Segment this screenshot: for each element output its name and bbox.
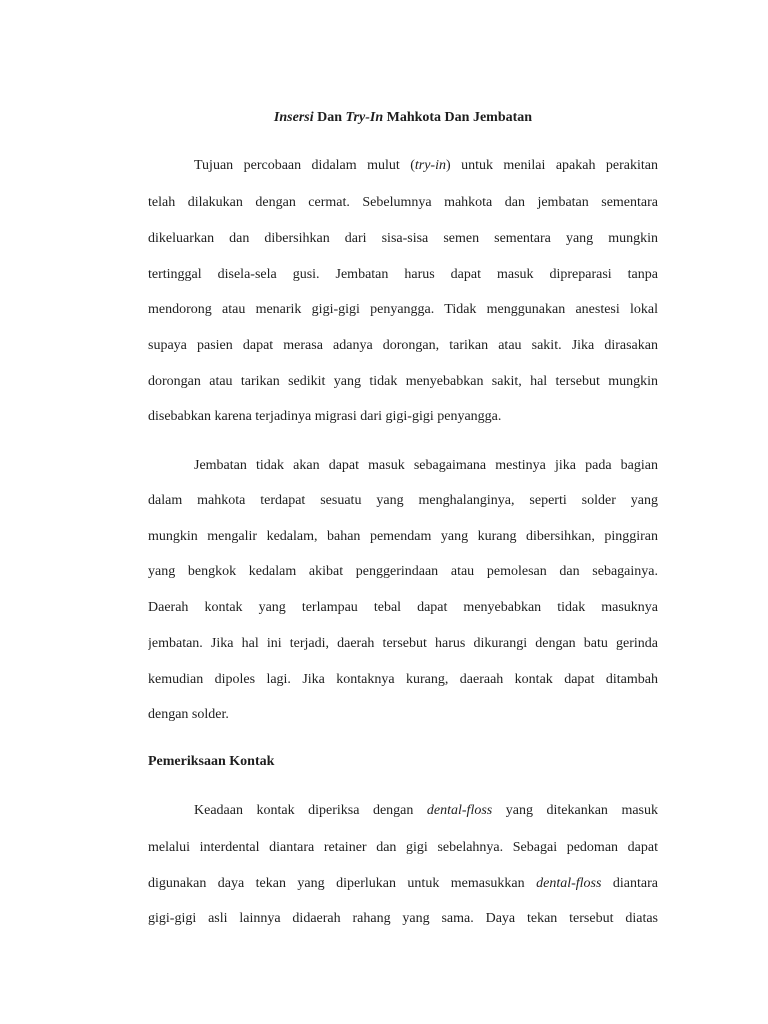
paragraph2-line6: jembatan. Jika hal ini terjadi, daerah tersebut harus dikurangi dengan batu gerinda [148,636,658,651]
p1-l1-italic: try-in [414,158,446,173]
paragraph3-line3 [148,874,658,894]
paragraph1-line3: dikeluarkan dan dibersihkan dari sisa-sisa semen sementara yang mungkin [148,231,658,246]
paragraph2-line3: mungkin mengalir kedalam, bahan pemendam yang kurang dibersihkan, pinggiran [148,529,658,544]
paragraph2-line8: dengan solder. [148,707,229,722]
section-heading: Pemeriksaan Kontak [148,754,275,769]
paragraph1-line6: supaya pasien dapat merasa adanya dorongan, tarikan atau sakit. Jika dirasakan [148,338,658,353]
title-text-rest: Mahkota Dan Jembatan [383,110,533,125]
paragraph1-line7: dorongan atau tarikan sedikit yang tidak menyebabkan sakit, hal tersebut mungkin [148,374,658,389]
document-title [0,108,768,128]
paragraph1-line4: tertinggal disela-sela gusi. Jembatan harus dapat masuk dipreparasi tanpa [148,267,658,282]
paragraph2-line2: dalam mahkota terdapat sesuatu yang menghalanginya, seperti solder yang [148,493,658,508]
p3-l3-italic: dental-floss [536,876,602,891]
paragraph1-line8: disebabkan karena terjadinya migrasi dari gigi-gigi penyangga. [148,409,502,424]
paragraph3-line2: melalui interdental diantara retainer dan gigi sebelahnya. Sebagai pedoman dapat [148,840,658,855]
p1-l1-end: ) untuk menilai apakah perakitan [445,158,658,173]
p3-l3-start: digunakan daya tekan yang diperlukan untuk memasukkan [148,876,537,891]
paragraph2-line7: kemudian dipoles lagi. Jika kontaknya kurang, daeraah kontak dapat ditambah [148,672,658,687]
title-italic-try-in: Try-In [345,110,384,125]
paragraph2-line1: Jembatan tidak akan dapat masuk sebagaimana mestinya jika pada bagian [194,458,658,473]
title-text-dan: Dan [313,110,346,125]
p3-l3-end: diantara [601,876,658,891]
paragraph2-line4: yang bengkok kedalam akibat penggerindaan atau pemolesan dan sebagainya. [148,564,658,579]
title-italic-insersi: Insersi [273,110,314,125]
paragraph2-line5: Daerah kontak yang terlampau tebal dapat menyebabkan tidak masuknya [148,600,658,615]
paragraph3-line4: gigi-gigi asli lainnya didaerah rahang yang sama. Daya tekan tersebut diatas [148,911,658,926]
paragraph1-line2: telah dilakukan dengan cermat. Sebelumnya mahkota dan jembatan sementara [148,195,658,210]
paragraph1-line5: mendorong atau menarik gigi-gigi penyangga. Tidak menggunakan anestesi lokal [148,302,658,317]
p3-l1-end: yang ditekankan masuk [492,803,658,818]
paragraph3-line1 [194,801,658,821]
p1-l1-start: Tujuan percobaan didalam mulut ( [194,158,415,173]
p3-l1-italic: dental-floss [426,803,493,818]
paragraph1-line1 [194,156,658,176]
p3-l1-start: Keadaan kontak diperiksa dengan [194,803,427,818]
